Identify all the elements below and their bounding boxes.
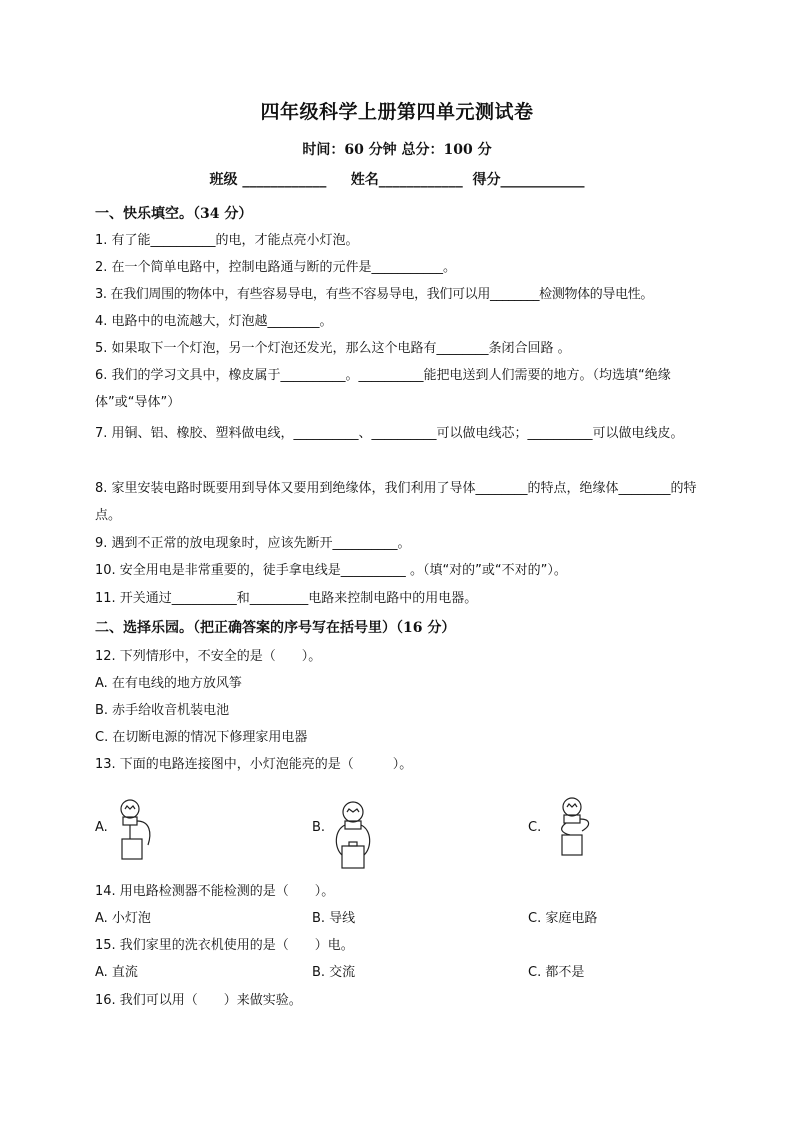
question-12-option-c: C. 在切断电源的情况下修理家用电器 — [95, 730, 308, 745]
question-12: 12. 下列情形中，不安全的是（ ）。 — [95, 649, 322, 664]
question-12-option-b: B. 赤手给收音机装电池 — [95, 703, 230, 718]
section-fill-in: 一、快乐填空。（34 分） — [95, 206, 253, 222]
exam-time-score: 时间：60 分钟 总分：100 分 — [302, 142, 492, 158]
circuit-diagram-b — [328, 800, 378, 872]
question-2: 2. 在一个简单电路中，控制电路通与断的元件是___________。 — [95, 260, 457, 275]
question-1: 1. 有了能__________的电，才能点亮小灯泡。 — [95, 233, 359, 248]
circuit-diagram-a — [110, 797, 160, 865]
question-15-option-b: B. 交流 — [312, 965, 356, 980]
question-16: 16. 我们可以用（ ）来做实验。 — [95, 993, 302, 1008]
question-5: 5. 如果取下一个灯泡，另一个灯泡还发光，那么这个电路有________条闭合回路 。 — [95, 341, 571, 356]
question-4: 4. 电路中的电流越大，灯泡越________。 — [95, 314, 333, 329]
question-14-option-c: C. 家庭电路 — [528, 911, 598, 926]
question-8: 8. 家里安装电路时既要用到导体又要用到绝缘体，我们利用了导体________的特点，绝缘体________的特点。 — [95, 481, 697, 523]
question-13-option-b-label: B. — [312, 820, 326, 835]
question-13: 13. 下面的电路连接图中，小灯泡能亮的是（ ）。 — [95, 757, 413, 772]
question-12-option-a: A. 在有电线的地方放风筝 — [95, 676, 242, 691]
student-info-line: 班级 ____________ 姓名____________ 得分____________ — [209, 172, 585, 188]
question-3: 3. 在我们周围的物体中，有些容易导电，有些不容易导电，我们可以用________检测物体的导电性。 — [95, 287, 654, 302]
question-14: 14. 用电路检测器不能检测的是（ ）。 — [95, 884, 335, 899]
question-15: 15. 我们家里的洗衣机使用的是（ ）电。 — [95, 938, 354, 953]
question-11: 11. 开关通过__________和_________电路来控制电路中的用电器。 — [95, 591, 478, 606]
question-9: 9. 遇到不正常的放电现象时，应该先断开__________。 — [95, 536, 411, 551]
question-14-option-a: A. 小灯泡 — [95, 911, 151, 926]
question-14-option-b: B. 导线 — [312, 911, 356, 926]
question-6: 6. 我们的学习文具中，橡皮属于__________。__________能把电送到人们需要的地方。（均选填“绝缘体”或“导体”） — [95, 368, 671, 410]
question-13-option-c-label: C. — [528, 820, 542, 835]
circuit-diagram-c — [552, 795, 602, 863]
exam-title: 四年级科学上册第四单元测试卷 — [260, 101, 534, 123]
question-7: 7. 用铜、铝、橡胶、塑料做电线，__________、__________可以做电线芯；__________可以做电线皮。 — [95, 426, 684, 441]
section-multiple-choice: 二、选择乐园。（把正确答案的序号写在括号里）（16 分） — [95, 620, 456, 636]
question-15-option-a: A. 直流 — [95, 965, 138, 980]
question-13-option-a-label: A. — [95, 820, 108, 835]
question-15-option-c: C. 都不是 — [528, 965, 585, 980]
question-10: 10. 安全用电是非常重要的，徒手拿电线是__________ 。（填“对的”或“不对的”）。 — [95, 563, 567, 578]
